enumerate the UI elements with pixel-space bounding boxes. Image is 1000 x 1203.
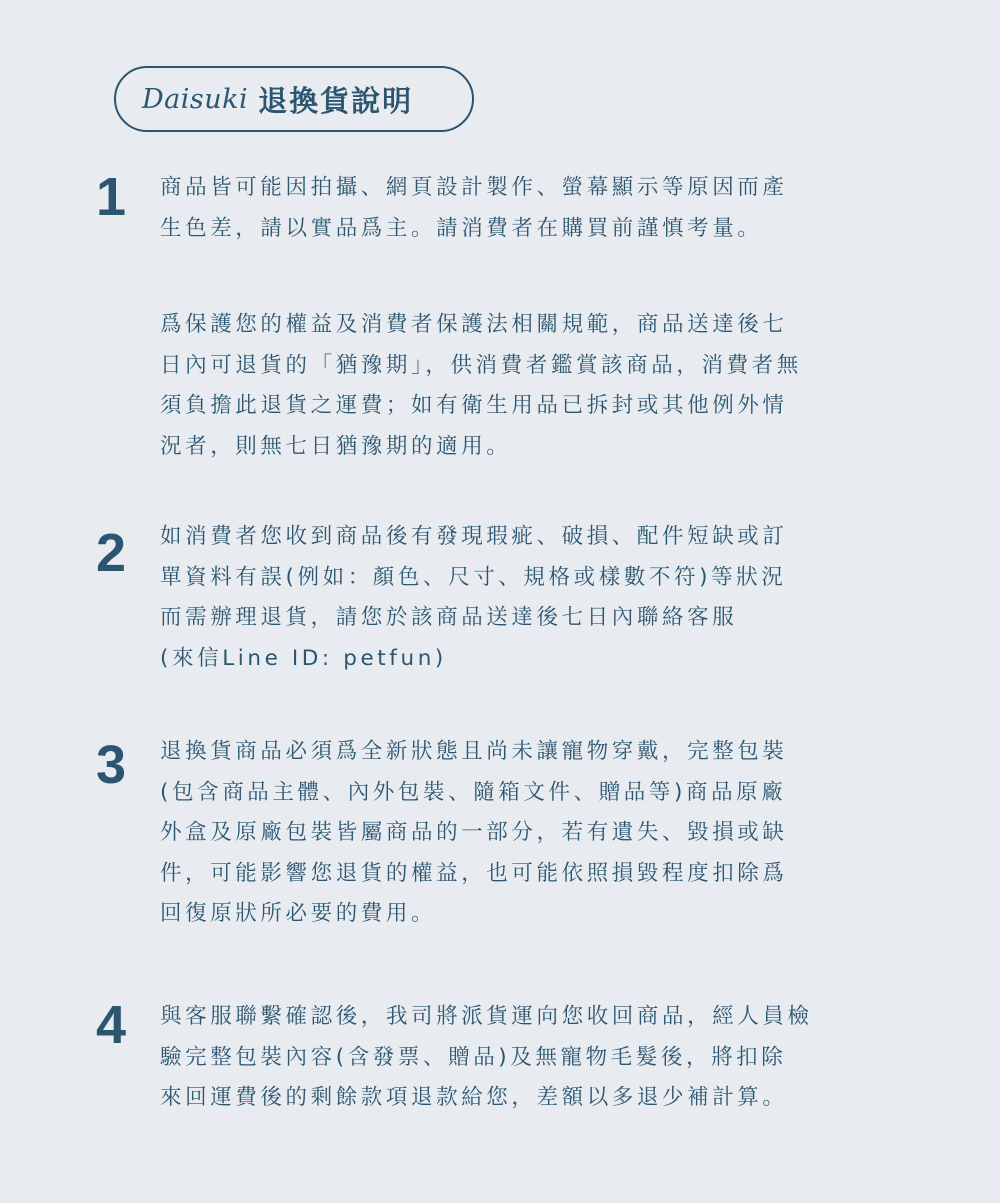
title-badge (114, 66, 474, 132)
section-number-2: 2 (96, 523, 127, 583)
section-4-paragraph: 與客服聯繫確認後，我司將派貨運向您收回商品，經人員檢 驗完整包裝內容(含發票、贈品)及無寵物毛髮後，將扣除 來回運費後的剩餘款項退款給您，差額以多退少補計算。 (160, 1004, 813, 1110)
section-number-3: 3 (96, 735, 127, 795)
section-3-paragraph: 退換貨商品必須爲全新狀態且尚未讓寵物穿戴，完整包裝 (包含商品主體、內外包裝、隨箱文件、贈品等)商品原廠 外盒及原廠包裝皆屬商品的一部分，若有遺失、毀損或缺 件，可能影響您退貨的權益，也可能依照損毀程度扣除爲 回復原狀所必要的費用。 (160, 739, 788, 926)
section-number-4: 4 (96, 995, 127, 1055)
brand-logo: Daisuki (142, 83, 249, 115)
section-1-paragraph-2: 爲保護您的權益及消費者保護法相關規範，商品送達後七 日內可退貨的「猶豫期」，供消費者鑑賞該商品，消費者無 須負擔此退貨之運費；如有衛生用品已拆封或其他例外情 況者，則無七日猶豫期的適用。 (160, 312, 802, 459)
section-1-paragraph-1: 商品皆可能因拍攝、網頁設計製作、螢幕顯示等原因而產 生色差，請以實品爲主。請消費者在購買前謹慎考量。 (160, 175, 788, 241)
section-number-1: 1 (96, 167, 127, 227)
section-2-paragraph: 如消費者您收到商品後有發現瑕疵、破損、配件短缺或訂 單資料有誤(例如：顏色、尺寸、規格或樣數不符)等狀況 而需辦理退貨，請您於該商品送達後七日內聯絡客服 (來信Line ID: petfun) (160, 524, 788, 671)
page-title: 退換貨說明 (258, 83, 414, 118)
